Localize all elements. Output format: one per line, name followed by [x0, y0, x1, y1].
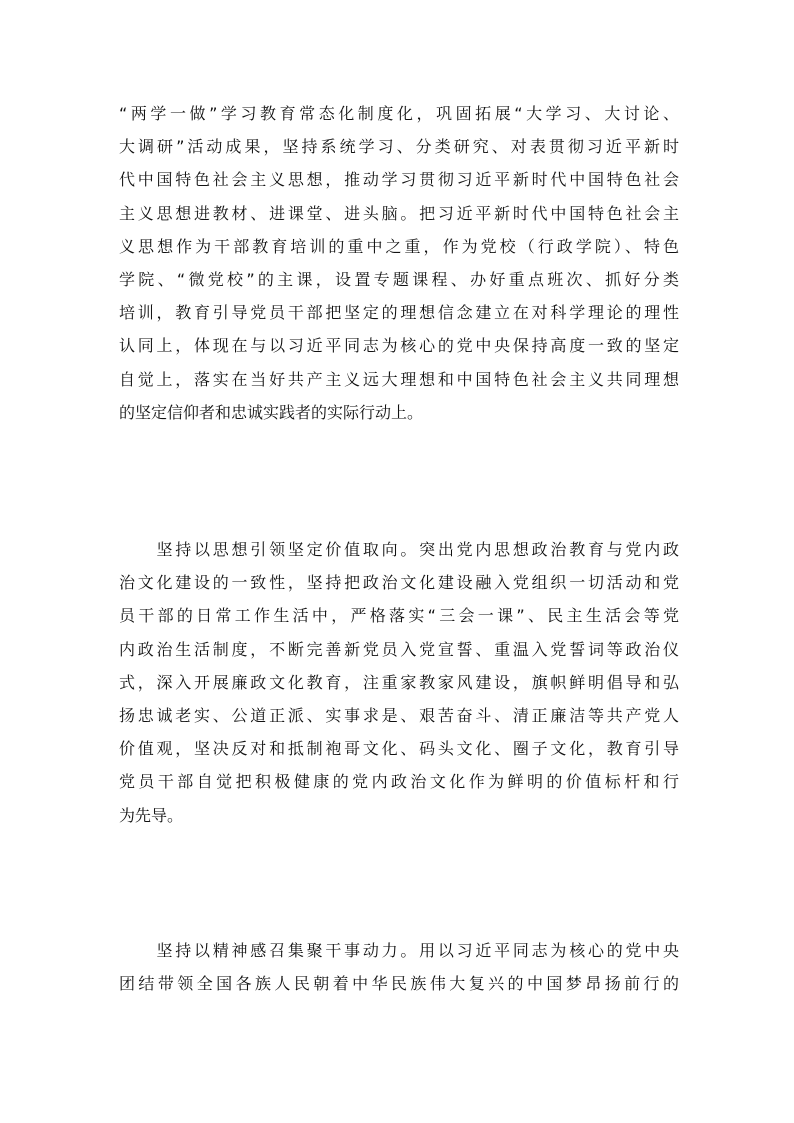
paragraph-line: 价值观，坚决反对和抵制袍哥文化、码头文化、圈子文化，教育引导	[119, 739, 679, 759]
paragraph-2	[119, 533, 679, 832]
paragraph-line: 的坚定信仰者和忠诚实践者的实际行动上。	[119, 402, 424, 422]
paragraph-line: 坚持以精神感召集聚干事动力。用以习近平同志为核心的党中央	[119, 941, 679, 960]
paragraph-line: 培训，教育引导党员干部把坚定的理想信念建立在对科学理论的理性	[119, 303, 679, 323]
paragraph-line: 代中国特色社会主义思想，推动学习贯彻习近平新时代中国特色社会	[119, 170, 679, 190]
paragraph-line: 团结带领全国各族人民朝着中华民族伟大复兴的中国梦昂扬前行的	[119, 974, 679, 994]
paragraph-1	[119, 97, 679, 429]
paragraph-line: 员干部的日常工作生活中，严格落实“三会一课”、民主生活会等党	[119, 606, 679, 626]
paragraph-line: 义思想作为干部教育培训的重中之重，作为党校（行政学院）、特色	[119, 236, 679, 256]
paragraph-line: 内政治生活制度，不断完善新党员入党宣誓、重温入党誓词等政治仪	[119, 639, 679, 659]
paragraph-line: 为先导。	[119, 805, 184, 825]
paragraph-line: “两学一做”学习教育常态化制度化，巩固拓展“大学习、大讨论、	[119, 104, 679, 123]
paragraph-line: 党员干部自觉把积极健康的党内政治文化作为鲜明的价值标杆和行	[119, 772, 679, 792]
paragraph-line: 坚持以思想引领坚定价值取向。突出党内思想政治教育与党内政	[119, 540, 679, 559]
paragraph-line: 学院、“微党校”的主课，设置专题课程、办好重点班次、抓好分类	[119, 269, 679, 289]
paragraph-line: 扬忠诚老实、公道正派、实事求是、艰苦奋斗、清正廉洁等共产党人	[119, 705, 679, 725]
paragraph-3	[119, 934, 679, 1000]
paragraph-line: 自觉上，落实在当好共产主义远大理想和中国特色社会主义共同理想	[119, 369, 679, 389]
paragraph-line: 认同上，体现在与以习近平同志为核心的党中央保持高度一致的坚定	[119, 336, 679, 356]
paragraph-line: 大调研”活动成果，坚持系统学习、分类研究、对表贯彻习近平新时	[119, 137, 679, 157]
paragraph-line: 治文化建设的一致性，坚持把政治文化建设融入党组织一切活动和党	[119, 573, 679, 593]
paragraph-line: 式，深入开展廉政文化教育，注重家教家风建设，旗帜鲜明倡导和弘	[119, 672, 679, 692]
paragraph-line: 主义思想进教材、进课堂、进头脑。把习近平新时代中国特色社会主	[119, 203, 679, 223]
